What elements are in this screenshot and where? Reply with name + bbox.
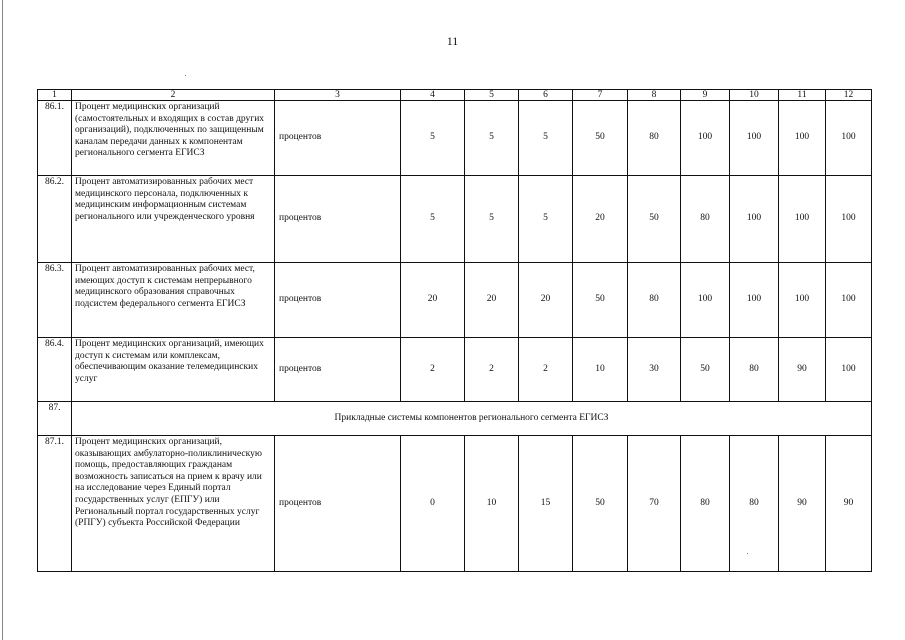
value-cell: 5	[519, 176, 573, 263]
indicator-name: Процент автоматизированных рабочих мест медицинского персонала, подключенных к медицинским информационным системам регионального или учрежденческого уровня	[72, 176, 275, 263]
value-cell: 10	[465, 436, 519, 572]
page-edge-line	[2, 0, 3, 640]
value-cell: 100	[730, 101, 779, 176]
value-cell: 0	[401, 436, 465, 572]
value-cell: 15	[519, 436, 573, 572]
value-cell: 100	[826, 338, 872, 402]
unit-cell: процентов	[275, 338, 401, 402]
indicators-table	[37, 89, 872, 572]
value-cell: 2	[519, 338, 573, 402]
section-title: Прикладные системы компонентов регионального сегмента ЕГИСЗ	[72, 402, 872, 436]
column-number: 11	[779, 90, 826, 101]
page-number: 11	[446, 34, 459, 48]
unit-cell: процентов	[275, 101, 401, 176]
indicator-name: Процент медицинских организаций (самостоятельных и входящих в состав других организаций), подключенных по защищенным каналам передачи данных к компонентам регионального сегмента ЕГИСЗ	[72, 101, 275, 176]
section-number: 87.	[38, 402, 72, 436]
value-cell: 100	[681, 101, 730, 176]
value-cell: 20	[573, 176, 628, 263]
value-cell: 2	[465, 338, 519, 402]
value-cell: 20	[465, 263, 519, 338]
value-cell: 2	[401, 338, 465, 402]
value-cell: 5	[465, 101, 519, 176]
value-cell: 100	[779, 176, 826, 263]
indicator-name: Процент медицинских организаций, оказывающих амбулаторно-поликлиническую помощь, предоставляющих гражданам возможность записаться на прием к врачу или на исследование через Единый портал государственных услуг (ЕПГУ) или Региональный портал государственных услуг (РПГУ) субъекта Российской Федерации	[72, 436, 275, 572]
indicator-name: Процент автоматизированных рабочих мест, имеющих доступ к системам непрерывного медицинского образования справочных подсистем федерального сегмента ЕГИСЗ	[72, 263, 275, 338]
value-cell: 100	[826, 101, 872, 176]
value-cell: 100	[779, 101, 826, 176]
value-cell: 20	[401, 263, 465, 338]
unit-cell: процентов	[275, 176, 401, 263]
column-number: 2	[72, 90, 275, 101]
section-row	[38, 402, 872, 436]
value-cell: 100	[826, 263, 872, 338]
value-cell: 50	[573, 263, 628, 338]
value-cell: 80	[628, 101, 681, 176]
column-number: 7	[573, 90, 628, 101]
column-number: 6	[519, 90, 573, 101]
value-cell: 50	[573, 436, 628, 572]
value-cell: 50	[681, 338, 730, 402]
unit-cell: процентов	[275, 436, 401, 572]
column-number: 3	[275, 90, 401, 101]
value-cell: 100	[730, 263, 779, 338]
value-cell: 90	[779, 436, 826, 572]
value-cell: 50	[628, 176, 681, 263]
value-cell: 80	[681, 436, 730, 572]
table-row	[38, 101, 872, 176]
value-cell: 70	[628, 436, 681, 572]
row-number: 86.1.	[38, 101, 72, 176]
value-cell: 5	[465, 176, 519, 263]
value-cell: 5	[519, 101, 573, 176]
row-number: 87.1.	[38, 436, 72, 572]
unit-cell: процентов	[275, 263, 401, 338]
value-cell: 90	[779, 338, 826, 402]
value-cell: 100	[779, 263, 826, 338]
value-cell: 90	[826, 436, 872, 572]
column-number: 8	[628, 90, 681, 101]
value-cell: 80	[730, 436, 779, 572]
scan-speck	[185, 75, 186, 76]
value-cell: 20	[519, 263, 573, 338]
value-cell: 50	[573, 101, 628, 176]
column-number: 1	[38, 90, 72, 101]
value-cell: 30	[628, 338, 681, 402]
column-number: 12	[826, 90, 872, 101]
indicator-name: Процент медицинских организаций, имеющих доступ к системам или комплексам, обеспечивающим оказание телемедицинских услуг	[72, 338, 275, 402]
value-cell: 5	[401, 101, 465, 176]
value-cell: 5	[401, 176, 465, 263]
column-numbers-row	[38, 90, 872, 101]
value-cell: 80	[628, 263, 681, 338]
column-number: 4	[401, 90, 465, 101]
column-number: 5	[465, 90, 519, 101]
value-cell: 100	[681, 263, 730, 338]
value-cell: 100	[730, 176, 779, 263]
row-number: 86.2.	[38, 176, 72, 263]
row-number: 86.3.	[38, 263, 72, 338]
value-cell: 100	[826, 176, 872, 263]
table-row	[38, 176, 872, 263]
table-row	[38, 263, 872, 338]
row-number: 86.4.	[38, 338, 72, 402]
value-cell: 10	[573, 338, 628, 402]
table-row	[38, 338, 872, 402]
value-cell: 80	[681, 176, 730, 263]
column-number: 9	[681, 90, 730, 101]
column-number: 10	[730, 90, 779, 101]
value-cell: 80	[730, 338, 779, 402]
table-row	[38, 436, 872, 572]
